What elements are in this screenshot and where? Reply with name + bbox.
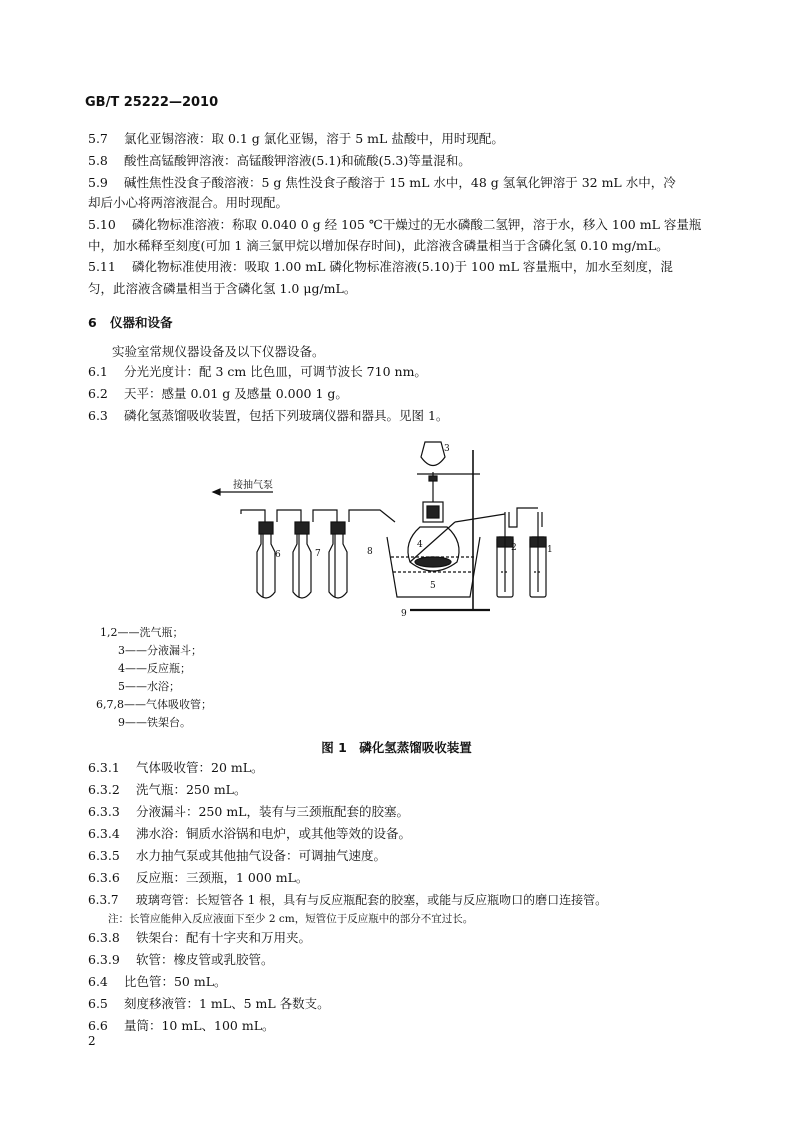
section-title: 仪器和设备 xyxy=(110,315,173,330)
clause-number: 6.3.2 xyxy=(88,782,120,797)
section-number: 6 xyxy=(88,315,97,330)
separatory-funnel xyxy=(421,442,445,502)
clause-text: 沸水浴：铜质水浴锅和电炉，或其他等效的设备。 xyxy=(135,826,411,841)
clause-number: 5.9 xyxy=(88,175,108,190)
clause-text: 磷化物标准使用液：吸取 1.00 mL 磷化物标准溶液(5.10)于 100 mL 容量瓶中，加水至刻度，混 xyxy=(131,259,673,274)
clause-text: 刻度移液管：1 mL、5 mL 各数支。 xyxy=(123,996,330,1011)
pump-label: 接抽气泵 xyxy=(233,480,273,491)
clause-text: 量筒：10 mL、100 mL。 xyxy=(123,1018,275,1033)
item-line xyxy=(88,826,411,842)
clause-number: 6.1 xyxy=(88,364,108,379)
standard-header: GB/T 25222—2010 xyxy=(85,95,219,110)
label-6: 6 xyxy=(275,550,281,560)
item-line xyxy=(88,930,311,946)
item-line xyxy=(88,892,607,908)
item-line xyxy=(88,974,227,990)
item-line xyxy=(88,408,448,424)
absorption-tube-8 xyxy=(329,522,347,598)
clause-text: 水力抽气泵或其他抽气设备：可调抽气速度。 xyxy=(135,848,386,863)
item-line xyxy=(88,952,274,968)
clause-number: 6.3.5 xyxy=(88,848,120,863)
clause-text: 比色管：50 mL。 xyxy=(123,974,227,989)
clause-text: 软管：橡皮管或乳胶管。 xyxy=(135,952,274,967)
reagent-line xyxy=(88,175,676,191)
absorption-tube-7 xyxy=(293,522,311,598)
clause-number: 6.3.1 xyxy=(88,760,120,775)
apparatus-diagram xyxy=(205,432,575,617)
legend-item xyxy=(96,696,212,712)
legend-key: 6,7,8 xyxy=(96,698,124,711)
legend-item xyxy=(118,660,191,676)
clause-text: 气体吸收管：20 mL。 xyxy=(135,760,264,775)
item-line xyxy=(88,1018,275,1034)
clause-number: 6.3 xyxy=(88,408,108,423)
clause-text: 玻璃弯管：长短管各 1 根，具有与反应瓶配套的胶塞，或能与反应瓶吻口的磨口连接管。 xyxy=(135,893,608,907)
reagent-line xyxy=(88,217,701,233)
legend-key: 4 xyxy=(118,662,125,675)
legend-label: ——气体吸收管； xyxy=(124,698,212,711)
clause-number: 6.5 xyxy=(88,996,108,1011)
item-line xyxy=(88,364,427,380)
clause-text: 中，加水稀释至刻度(可加 1 滴三氯甲烷以增加保存时间)，此溶液含磷量相当于含磷化氢 0.10 mg/mL。 xyxy=(88,238,669,253)
legend-label: ——反应瓶； xyxy=(125,662,191,675)
tubing xyxy=(241,510,265,522)
absorption-tube-6 xyxy=(257,522,275,598)
label-8: 8 xyxy=(367,547,373,557)
legend-label: ——水浴； xyxy=(125,680,180,693)
item-line xyxy=(88,996,330,1012)
legend-item xyxy=(118,642,202,658)
clause-text: 天平：感量 0.01 g 及感量 0.000 1 g。 xyxy=(123,386,348,401)
clause-number: 6.4 xyxy=(88,974,108,989)
clause-text: 匀，此溶液含磷量相当于含磷化氢 1.0 μg/mL。 xyxy=(88,281,357,296)
wash-bottle-1 xyxy=(530,512,546,597)
clause-number: 5.10 xyxy=(88,217,116,232)
legend-item xyxy=(118,678,180,694)
item-line xyxy=(88,386,348,402)
legend-key: 3 xyxy=(118,644,125,657)
label-9: 9 xyxy=(401,609,407,617)
clause-number: 6.6 xyxy=(88,1018,108,1033)
section-heading xyxy=(88,313,173,331)
clause-text: 却后小心将两溶液混合。用时现配。 xyxy=(88,195,289,210)
wash-bottle-2 xyxy=(497,512,517,597)
tubing xyxy=(277,510,301,522)
note: 注：长管应能伸入反应液面下至少 2 cm，短管位于反应瓶中的部分不宜过长。 xyxy=(108,913,474,925)
legend-key: 5 xyxy=(118,680,125,693)
label-5: 5 xyxy=(430,581,436,591)
label-7: 7 xyxy=(315,549,321,559)
reagent-line xyxy=(88,195,288,211)
clause-number: 6.3.9 xyxy=(88,952,120,967)
item-line xyxy=(88,760,264,776)
legend-key: 9 xyxy=(118,716,125,729)
label-1: 1 xyxy=(547,545,553,555)
clause-text: 磷化物标准溶液：称取 0.040 0 g 经 105 ℃干燥过的无水磷酸二氢钾，溶于水，移入 100 mL 容量瓶 xyxy=(131,217,702,232)
legend-item xyxy=(100,624,184,640)
tubing xyxy=(349,510,395,522)
clause-text: 反应瓶：三颈瓶，1 000 mL。 xyxy=(135,870,309,885)
flask-contents xyxy=(415,557,451,567)
clause-text: 分光光度计：配 3 cm 比色皿，可调节波长 710 nm。 xyxy=(123,364,427,379)
clause-number: 6.3.3 xyxy=(88,804,120,819)
reagent-line xyxy=(88,259,673,275)
legend-label: ——分液漏斗； xyxy=(125,644,202,657)
item-line xyxy=(88,870,308,886)
label-2: 2 xyxy=(511,543,517,553)
clause-text: 碱性焦性没食子酸溶液：5 g 焦性没食子酸溶于 15 mL 水中，48 g 氢氧化钾溶于 32 mL 水中，冷 xyxy=(123,175,676,190)
legend-label: ——铁架台。 xyxy=(125,716,191,729)
clause-number: 6.2 xyxy=(88,386,108,401)
clause-text: 分液漏斗：250 mL，装有与三颈瓶配套的胶塞。 xyxy=(135,804,409,819)
item-line xyxy=(88,782,246,798)
clause-text: 铁架台：配有十字夹和万用夹。 xyxy=(135,930,311,945)
reagent-line xyxy=(88,238,669,254)
clause-text: 酸性高锰酸钾溶液：高锰酸钾溶液(5.1)和硫酸(5.3)等量混和。 xyxy=(123,153,471,168)
clause-text: 磷化氢蒸馏吸收装置，包括下列玻璃仪器和器具。见图 1。 xyxy=(123,408,449,423)
clause-number: 6.3.4 xyxy=(88,826,120,841)
clause-number: 6.3.8 xyxy=(88,930,120,945)
section-intro: 实验室常规仪器设备及以下仪器设备。 xyxy=(112,344,325,359)
clause-number: 5.8 xyxy=(88,153,108,168)
reagent-line xyxy=(88,131,504,147)
clause-number: 5.7 xyxy=(88,131,108,146)
tubing xyxy=(517,508,538,512)
tubing xyxy=(313,510,337,522)
clause-text: 洗气瓶：250 mL。 xyxy=(135,782,247,797)
item-line xyxy=(88,804,409,820)
legend-label: ——洗气瓶； xyxy=(117,626,184,639)
figure-caption: 图 1 磷化氢蒸馏吸收装置 xyxy=(321,740,472,755)
clause-text: 氯化亚锡溶液：取 0.1 g 氯化亚锡，溶于 5 mL 盐酸中，用时现配。 xyxy=(123,131,504,146)
label-3: 3 xyxy=(444,444,450,454)
item-line xyxy=(88,848,386,864)
label-4: 4 xyxy=(417,540,423,550)
reagent-line xyxy=(88,153,471,169)
page-number: 2 xyxy=(88,1034,96,1048)
legend-item xyxy=(118,714,191,730)
arrow-head-icon xyxy=(213,489,220,495)
clause-number: 6.3.6 xyxy=(88,870,120,885)
clause-number: 6.3.7 xyxy=(88,893,119,907)
legend-key: 1,2 xyxy=(100,626,118,639)
clause-number: 5.11 xyxy=(88,259,116,274)
reagent-line xyxy=(88,281,356,297)
bent-tube xyxy=(455,514,505,522)
